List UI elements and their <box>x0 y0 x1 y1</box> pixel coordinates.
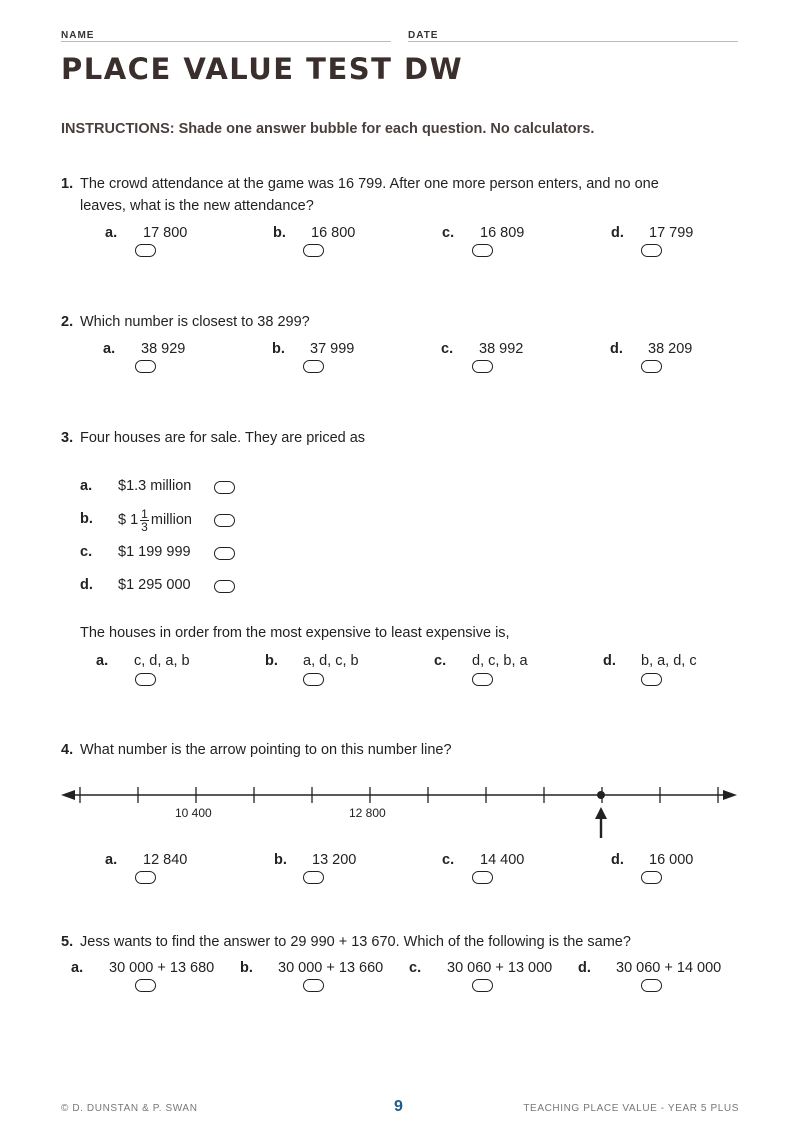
q1-option-d-value: 17 799 <box>649 225 694 241</box>
instructions: INSTRUCTIONS: Shade one answer bubble for each question. No calculators. <box>61 121 595 137</box>
date-label: DATE <box>408 30 439 41</box>
q2-option-c-value: 38 992 <box>479 341 524 357</box>
question-5-number: 5. <box>61 934 74 950</box>
house-a-bubble[interactable] <box>214 481 235 494</box>
house-d-letter: d. <box>80 577 93 593</box>
q4-option-d-letter: d. <box>611 852 624 868</box>
q2-option-d-bubble[interactable] <box>641 360 662 373</box>
q3-option-c-letter: c. <box>434 653 447 669</box>
q1-option-b-value: 16 800 <box>311 225 356 241</box>
q2-option-a-value: 38 929 <box>141 341 186 357</box>
q3-option-a-bubble[interactable] <box>135 673 156 686</box>
q1-option-b-letter: b. <box>273 225 286 241</box>
q3-option-a-letter: a. <box>96 653 109 669</box>
number-line <box>0 780 800 842</box>
q4-option-b-bubble[interactable] <box>303 871 324 884</box>
house-a-price: $1.3 million <box>118 478 192 494</box>
question-3-prompt: The houses in order from the most expensive to least expensive is, <box>80 625 510 641</box>
q5-option-d-letter: d. <box>578 960 591 976</box>
number-line-label-1: 10 400 <box>175 806 212 820</box>
question-4-text: What number is the arrow pointing to on this number line? <box>80 742 452 758</box>
date-line[interactable] <box>408 41 738 42</box>
q5-option-a-value: 30 000 + 13 680 <box>109 960 215 976</box>
q2-option-b-value: 37 999 <box>310 341 355 357</box>
q2-option-b-letter: b. <box>272 341 285 357</box>
q4-option-a-value: 12 840 <box>143 852 188 868</box>
q3-option-c-value: d, c, b, a <box>472 653 528 669</box>
question-1-number: 1. <box>61 176 74 192</box>
house-b-fraction <box>140 508 149 533</box>
house-c-letter: c. <box>80 544 93 560</box>
q3-option-b-letter: b. <box>265 653 278 669</box>
q4-option-a-bubble[interactable] <box>135 871 156 884</box>
house-c-price: $1 199 999 <box>118 544 191 560</box>
q1-option-a-letter: a. <box>105 225 118 241</box>
q1-option-a-value: 17 800 <box>143 225 188 241</box>
footer-book-title: TEACHING PLACE VALUE - YEAR 5 PLUS <box>523 1103 739 1114</box>
q4-option-a-letter: a. <box>105 852 118 868</box>
q1-option-a-bubble[interactable] <box>135 244 156 257</box>
number-line-label-2: 12 800 <box>349 806 386 820</box>
q3-option-a-value: c, d, a, b <box>134 653 190 669</box>
q1-option-b-bubble[interactable] <box>303 244 324 257</box>
q4-option-d-value: 16 000 <box>649 852 694 868</box>
question-5-text: Jess wants to find the answer to 29 990 + 13 670. Which of the following is the same? <box>80 934 631 950</box>
house-b-fraction-numerator: 1 <box>141 506 148 521</box>
q4-option-c-bubble[interactable] <box>472 871 493 884</box>
question-4-number: 4. <box>61 742 74 758</box>
question-3-text: Four houses are for sale. They are priced as <box>80 430 366 446</box>
page-title: PLACE VALUE TEST DW <box>61 52 464 86</box>
q5-option-b-value: 30 000 + 13 660 <box>278 960 384 976</box>
house-d-bubble[interactable] <box>214 580 235 593</box>
q2-option-c-bubble[interactable] <box>472 360 493 373</box>
q2-option-b-bubble[interactable] <box>303 360 324 373</box>
q4-option-b-letter: b. <box>274 852 287 868</box>
number-line-right-arrowhead <box>723 790 737 800</box>
pointer-arrow-icon <box>595 807 607 819</box>
question-3-number: 3. <box>61 430 74 446</box>
page-number: 9 <box>394 1098 403 1115</box>
q5-option-c-letter: c. <box>409 960 422 976</box>
q4-option-c-value: 14 400 <box>480 852 525 868</box>
house-d-price: $1 295 000 <box>118 577 191 593</box>
footer-copyright: © D. DUNSTAN & P. SWAN <box>61 1103 198 1114</box>
q3-option-b-value: a, d, c, b <box>303 653 359 669</box>
q3-option-d-bubble[interactable] <box>641 673 662 686</box>
q3-option-d-value: b, a, d, c <box>641 653 697 669</box>
house-b-price-prefix: $ 1 <box>118 512 139 528</box>
q2-option-d-letter: d. <box>610 341 623 357</box>
q5-option-a-letter: a. <box>71 960 84 976</box>
question-2-text: Which number is closest to 38 299? <box>80 314 310 330</box>
question-1-text-line2: leaves, what is the new attendance? <box>80 198 314 214</box>
q4-option-b-value: 13 200 <box>312 852 357 868</box>
house-b-bubble[interactable] <box>214 514 235 527</box>
q2-option-c-letter: c. <box>441 341 454 357</box>
house-b-price-suffix: million <box>150 512 192 528</box>
q5-option-d-value: 30 060 + 14 000 <box>616 960 722 976</box>
q5-option-a-bubble[interactable] <box>135 979 156 992</box>
q3-option-d-letter: d. <box>603 653 616 669</box>
q3-option-c-bubble[interactable] <box>472 673 493 686</box>
number-line-point <box>597 791 605 799</box>
q2-option-d-value: 38 209 <box>648 341 693 357</box>
house-b-fraction-denominator: 3 <box>141 519 148 534</box>
q1-option-d-bubble[interactable] <box>641 244 662 257</box>
q5-option-b-bubble[interactable] <box>303 979 324 992</box>
number-line-left-arrowhead <box>61 790 75 800</box>
q5-option-d-bubble[interactable] <box>641 979 662 992</box>
name-line[interactable] <box>61 41 391 42</box>
q3-option-b-bubble[interactable] <box>303 673 324 686</box>
q2-option-a-bubble[interactable] <box>135 360 156 373</box>
question-2-number: 2. <box>61 314 74 330</box>
house-a-letter: a. <box>80 478 93 494</box>
q1-option-c-value: 16 809 <box>480 225 525 241</box>
q1-option-c-letter: c. <box>442 225 455 241</box>
q1-option-c-bubble[interactable] <box>472 244 493 257</box>
question-1-text-line1: The crowd attendance at the game was 16 799. After one more person enters, and no one <box>80 176 659 192</box>
house-c-bubble[interactable] <box>214 547 235 560</box>
q2-option-a-letter: a. <box>103 341 116 357</box>
q5-option-b-letter: b. <box>240 960 253 976</box>
name-label: NAME <box>61 30 95 41</box>
q1-option-d-letter: d. <box>611 225 624 241</box>
house-b-letter: b. <box>80 511 93 527</box>
q4-option-d-bubble[interactable] <box>641 871 662 884</box>
q5-option-c-bubble[interactable] <box>472 979 493 992</box>
house-b-price <box>118 503 192 537</box>
q4-option-c-letter: c. <box>442 852 455 868</box>
q5-option-c-value: 30 060 + 13 000 <box>447 960 553 976</box>
